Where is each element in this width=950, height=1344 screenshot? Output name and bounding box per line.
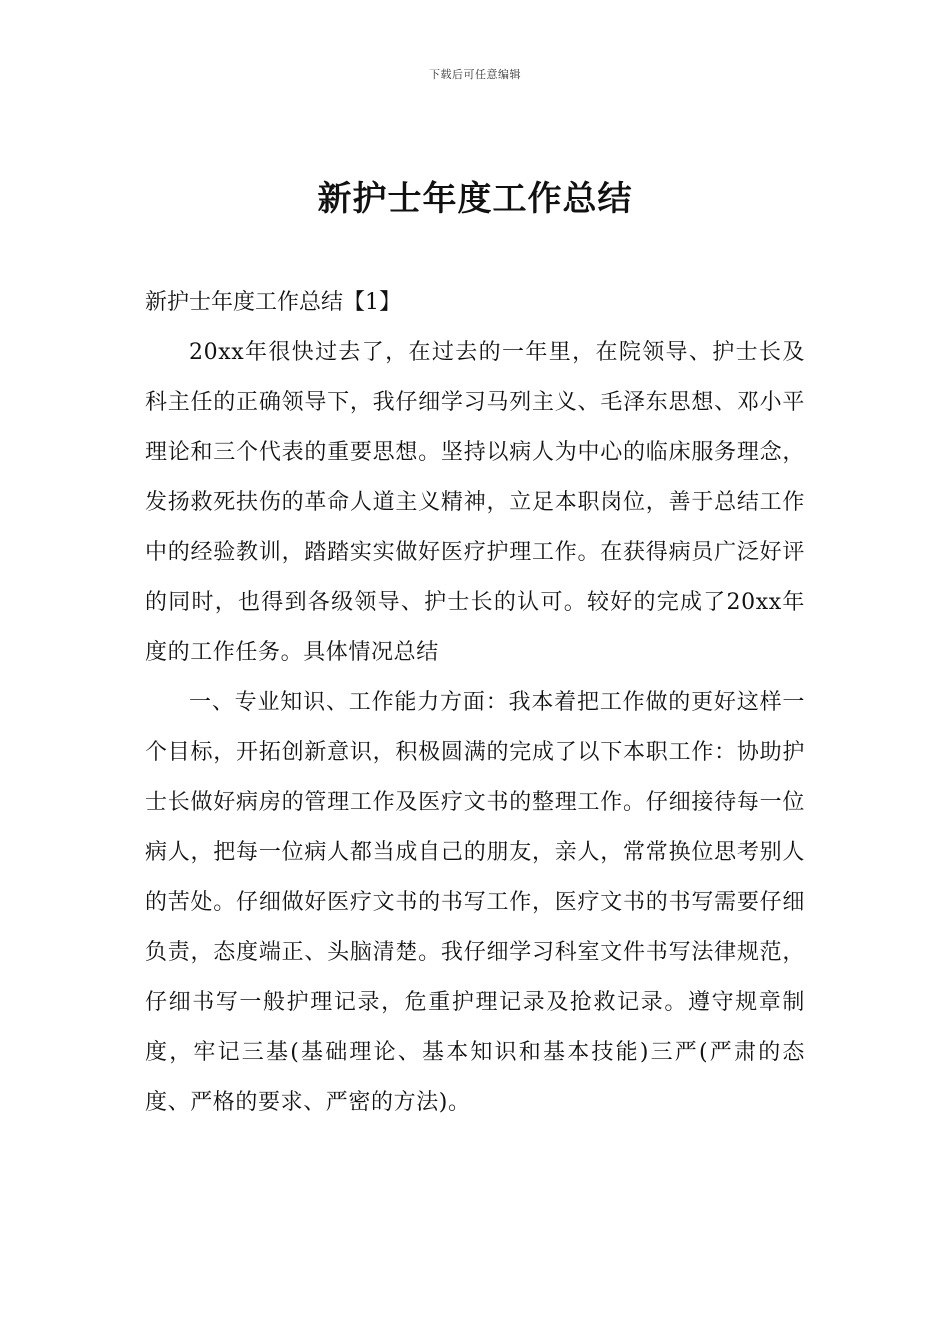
document-body <box>145 278 805 1128</box>
document-title: 新护士年度工作总结 <box>317 179 633 219</box>
paragraph-intro: 20xx年很快过去了，在过去的一年里，在院领导、护士长及科主任的正确领导下，我仔细学习马列主义、毛泽东思想、邓小平理论和三个代表的重要思想。坚持以病人为中心的临床服务理念，发扬救死扶伤的革命人道主义精神，立足本职岗位，善于总结工作中的经验教训，踏踏实实做好医疗护理工作。在获得病员广泛好评的同时，也得到各级领导、护士长的认可。较好的完成了20xx年度的工作任务。具体情况总结 <box>145 340 805 665</box>
page-header-note: 下载后可任意编辑 <box>429 68 521 81</box>
paragraph-professional-knowledge: 一、专业知识、工作能力方面：我本着把工作做的更好这样一个目标，开拓创新意识，积极圆满的完成了以下本职工作：协助护士长做好病房的管理工作及医疗文书的整理工作。仔细接待每一位病人，把每一位病人都当成自己的朋友，亲人，常常换位思考别人的苦处。仔细做好医疗文书的书写工作，医疗文书的书写需要仔细负责，态度端正、头脑清楚。我仔细学习科室文件书写法律规范，仔细书写一般护理记录，危重护理记录及抢救记录。遵守规章制度，牢记三基(基础理论、基本知识和基本技能)三严(严肃的态度、严格的要求、严密的方法)。 <box>145 690 805 1115</box>
section-heading: 新护士年度工作总结【1】 <box>145 290 401 315</box>
